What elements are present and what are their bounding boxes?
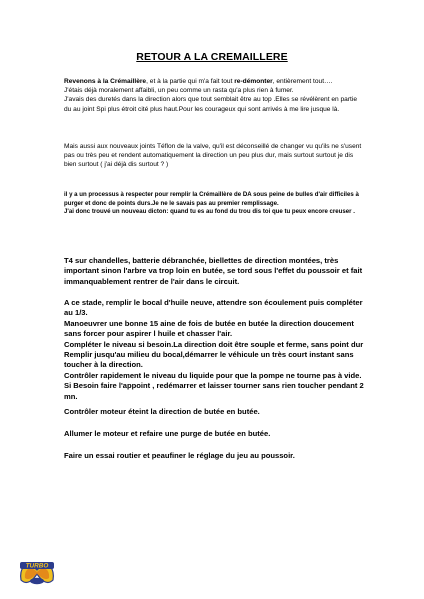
intro-line-durete: J'avais des duretés dans la direction alors que tout semblait être au top .Elles se révélèrent en partie du au joint Spi plus étroit cité plus haut.Pour les courageux qui sont arrivés à me lire jusque là. [64,96,358,113]
step-appoint: Si Besoin faire l'appoint , redémarrer et laisser tourner sans rien toucher pendant 2 mn. [64,381,364,401]
paragraph-joints: Mais aussi aux nouveaux joints Téflon de la valve, qu'il est déconseillé de changer vu qu'ils ne s'usent pas ou très peu et rendent automatiquement la direction un peu plus dur, mais surtout surtout je dis bien surtout ( j'ai déjà dis surtout ? ) [64,143,362,169]
document-title: RETOUR A LA CREMAILLERE [136,51,288,63]
step-remplir: A ce stade, remplir le bocal d'huile neuve, attendre son écoulement puis compléter au 1/3. [64,298,363,318]
step-completer: Compléter le niveau si besoin.La direction doit être souple et ferme, sans point dur [64,339,364,349]
paragraph-demarrer [64,350,364,402]
paragraph-remplir-bocal [64,298,364,350]
intro-line-etais: J'étais déjà moralement affaibli, un peu comme un rasta qu'a plus rien à fumer. [64,87,294,95]
paragraph-intro [64,77,364,114]
paragraph-essai-routier: Faire un essai routier et peaufiner le réglage du jeu au poussoir. [64,451,295,460]
dicton-line: J'ai donc trouvé un nouveau dicton: quand tu es au fond du trou dis toi que tu peux encore creuser . [64,208,355,216]
logo-text: TURBO [25,562,49,570]
step-controler-niveau: Contrôler rapidement le niveau du liquide pour que la pompe ne tourne pas à vide. [64,370,362,380]
intro-bold-redemonter: re-démonter [234,78,273,85]
paragraph-controle-moteur: Contrôler moteur éteint la direction de butée en butée. [64,407,260,416]
intro-text: , et à la partie qui m'a fait tout [146,78,235,85]
intro-bold-cremaillere: Revenons à la Crémaillère [64,78,147,85]
step-manoeuvrer: Manoeuvrer une bonne 15 aine de fois de butée en butée la direction doucement sans forcer pour aspirer l huile et chasser l'air. [64,318,354,339]
paragraph-chandelles: T4 sur chandelles, batterie débranchée, biellettes de direction montées, très important sinon l'arbre va trop loin en butée, se tord sous l'effet du poussoir et fait immanquablement rentrer de l'air dans le circuit. [64,256,363,286]
paragraph-processus [64,191,369,217]
turbo-logo-icon [17,556,57,588]
intro-text-end: , entièrement tout…. [272,78,333,85]
paragraph-purge: Allumer le moteur et refaire une purge de butée en butée. [64,429,271,438]
processus-line: il y a un processus à respecter pour remplir la Crémaillère de DA sous peine de bulles d'air difficiles à purger et donc de points durs.Je ne le savais pas au premier remplissage. [64,191,359,207]
step-milieu-bocal: Remplir jusqu'au milieu du bocal,démarrer le véhicule un très court instant sans toucher à la direction. [64,350,354,370]
